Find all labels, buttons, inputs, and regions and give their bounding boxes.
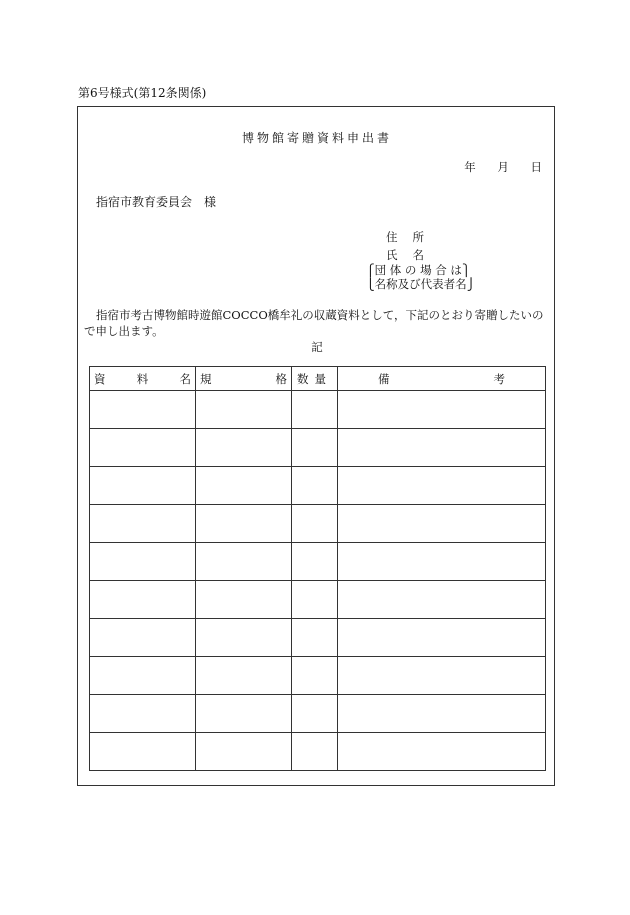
table-row: [90, 467, 546, 505]
material-cell[interactable]: [90, 581, 196, 619]
application-form: [77, 106, 555, 786]
group-note-line1: 団 体 の 場 合 は: [374, 263, 462, 277]
spec-cell[interactable]: [196, 505, 292, 543]
spec-cell[interactable]: [196, 695, 292, 733]
year-label: 年: [464, 160, 476, 174]
quantity-cell[interactable]: [292, 581, 338, 619]
group-note-line2: 名称及び代表者名: [374, 277, 467, 291]
quantity-cell[interactable]: [292, 543, 338, 581]
form-number: 第6号様式(第12条関係): [78, 86, 207, 100]
addressee: 指宿市教育委員会 様: [96, 195, 217, 209]
table-row: [90, 505, 546, 543]
quantity-cell[interactable]: [292, 505, 338, 543]
remarks-cell[interactable]: [338, 543, 546, 581]
header-spec: 規格: [196, 367, 292, 391]
request-statement: 指宿市考古博物館時遊館COCCO橋牟礼の収蔵資料として，下記のとおり寄贈したいので申し出ます。: [84, 308, 544, 338]
day-label: 日: [530, 160, 542, 174]
table-row: [90, 695, 546, 733]
quantity-cell[interactable]: [292, 391, 338, 429]
material-cell[interactable]: [90, 619, 196, 657]
spec-cell[interactable]: [196, 733, 292, 771]
donation-items-table: [89, 366, 546, 771]
quantity-cell[interactable]: [292, 657, 338, 695]
table-header-row: [90, 367, 546, 391]
quantity-cell[interactable]: [292, 619, 338, 657]
table-row: [90, 429, 546, 467]
spec-cell[interactable]: [196, 543, 292, 581]
header-material-name: 資料名: [90, 367, 196, 391]
table-row: [90, 543, 546, 581]
material-cell[interactable]: [90, 429, 196, 467]
material-cell[interactable]: [90, 657, 196, 695]
material-cell[interactable]: [90, 391, 196, 429]
remarks-cell[interactable]: [338, 695, 546, 733]
remarks-cell[interactable]: [338, 657, 546, 695]
remarks-cell[interactable]: [338, 619, 546, 657]
material-cell[interactable]: [90, 505, 196, 543]
remarks-cell[interactable]: [338, 505, 546, 543]
table-row: [90, 733, 546, 771]
remarks-cell[interactable]: [338, 467, 546, 505]
table-row: [90, 391, 546, 429]
material-cell[interactable]: [90, 467, 196, 505]
spec-cell[interactable]: [196, 657, 292, 695]
header-remarks: 備考: [338, 367, 546, 391]
spec-cell[interactable]: [196, 619, 292, 657]
quantity-cell[interactable]: [292, 733, 338, 771]
remarks-cell[interactable]: [338, 429, 546, 467]
table-row: [90, 657, 546, 695]
table-row: [90, 619, 546, 657]
table-row: [90, 581, 546, 619]
spec-cell[interactable]: [196, 467, 292, 505]
form-title: 博物館寄贈資料申出書: [241, 131, 392, 145]
header-quantity: 数量: [292, 367, 338, 391]
material-cell[interactable]: [90, 543, 196, 581]
ki-heading: 記: [311, 340, 323, 354]
spec-cell[interactable]: [196, 581, 292, 619]
month-label: 月: [497, 160, 509, 174]
name-label: 氏名: [386, 248, 439, 262]
spec-cell[interactable]: [196, 391, 292, 429]
date-line: [464, 159, 542, 175]
material-cell[interactable]: [90, 695, 196, 733]
group-name-note: ⎧団 体 の 場 合 は⎫ ⎩名称及び代表者名⎭: [366, 263, 476, 291]
spec-cell[interactable]: [196, 429, 292, 467]
remarks-cell[interactable]: [338, 391, 546, 429]
address-label: 住所: [386, 230, 439, 244]
quantity-cell[interactable]: [292, 695, 338, 733]
remarks-cell[interactable]: [338, 581, 546, 619]
material-cell[interactable]: [90, 733, 196, 771]
remarks-cell[interactable]: [338, 733, 546, 771]
quantity-cell[interactable]: [292, 467, 338, 505]
quantity-cell[interactable]: [292, 429, 338, 467]
